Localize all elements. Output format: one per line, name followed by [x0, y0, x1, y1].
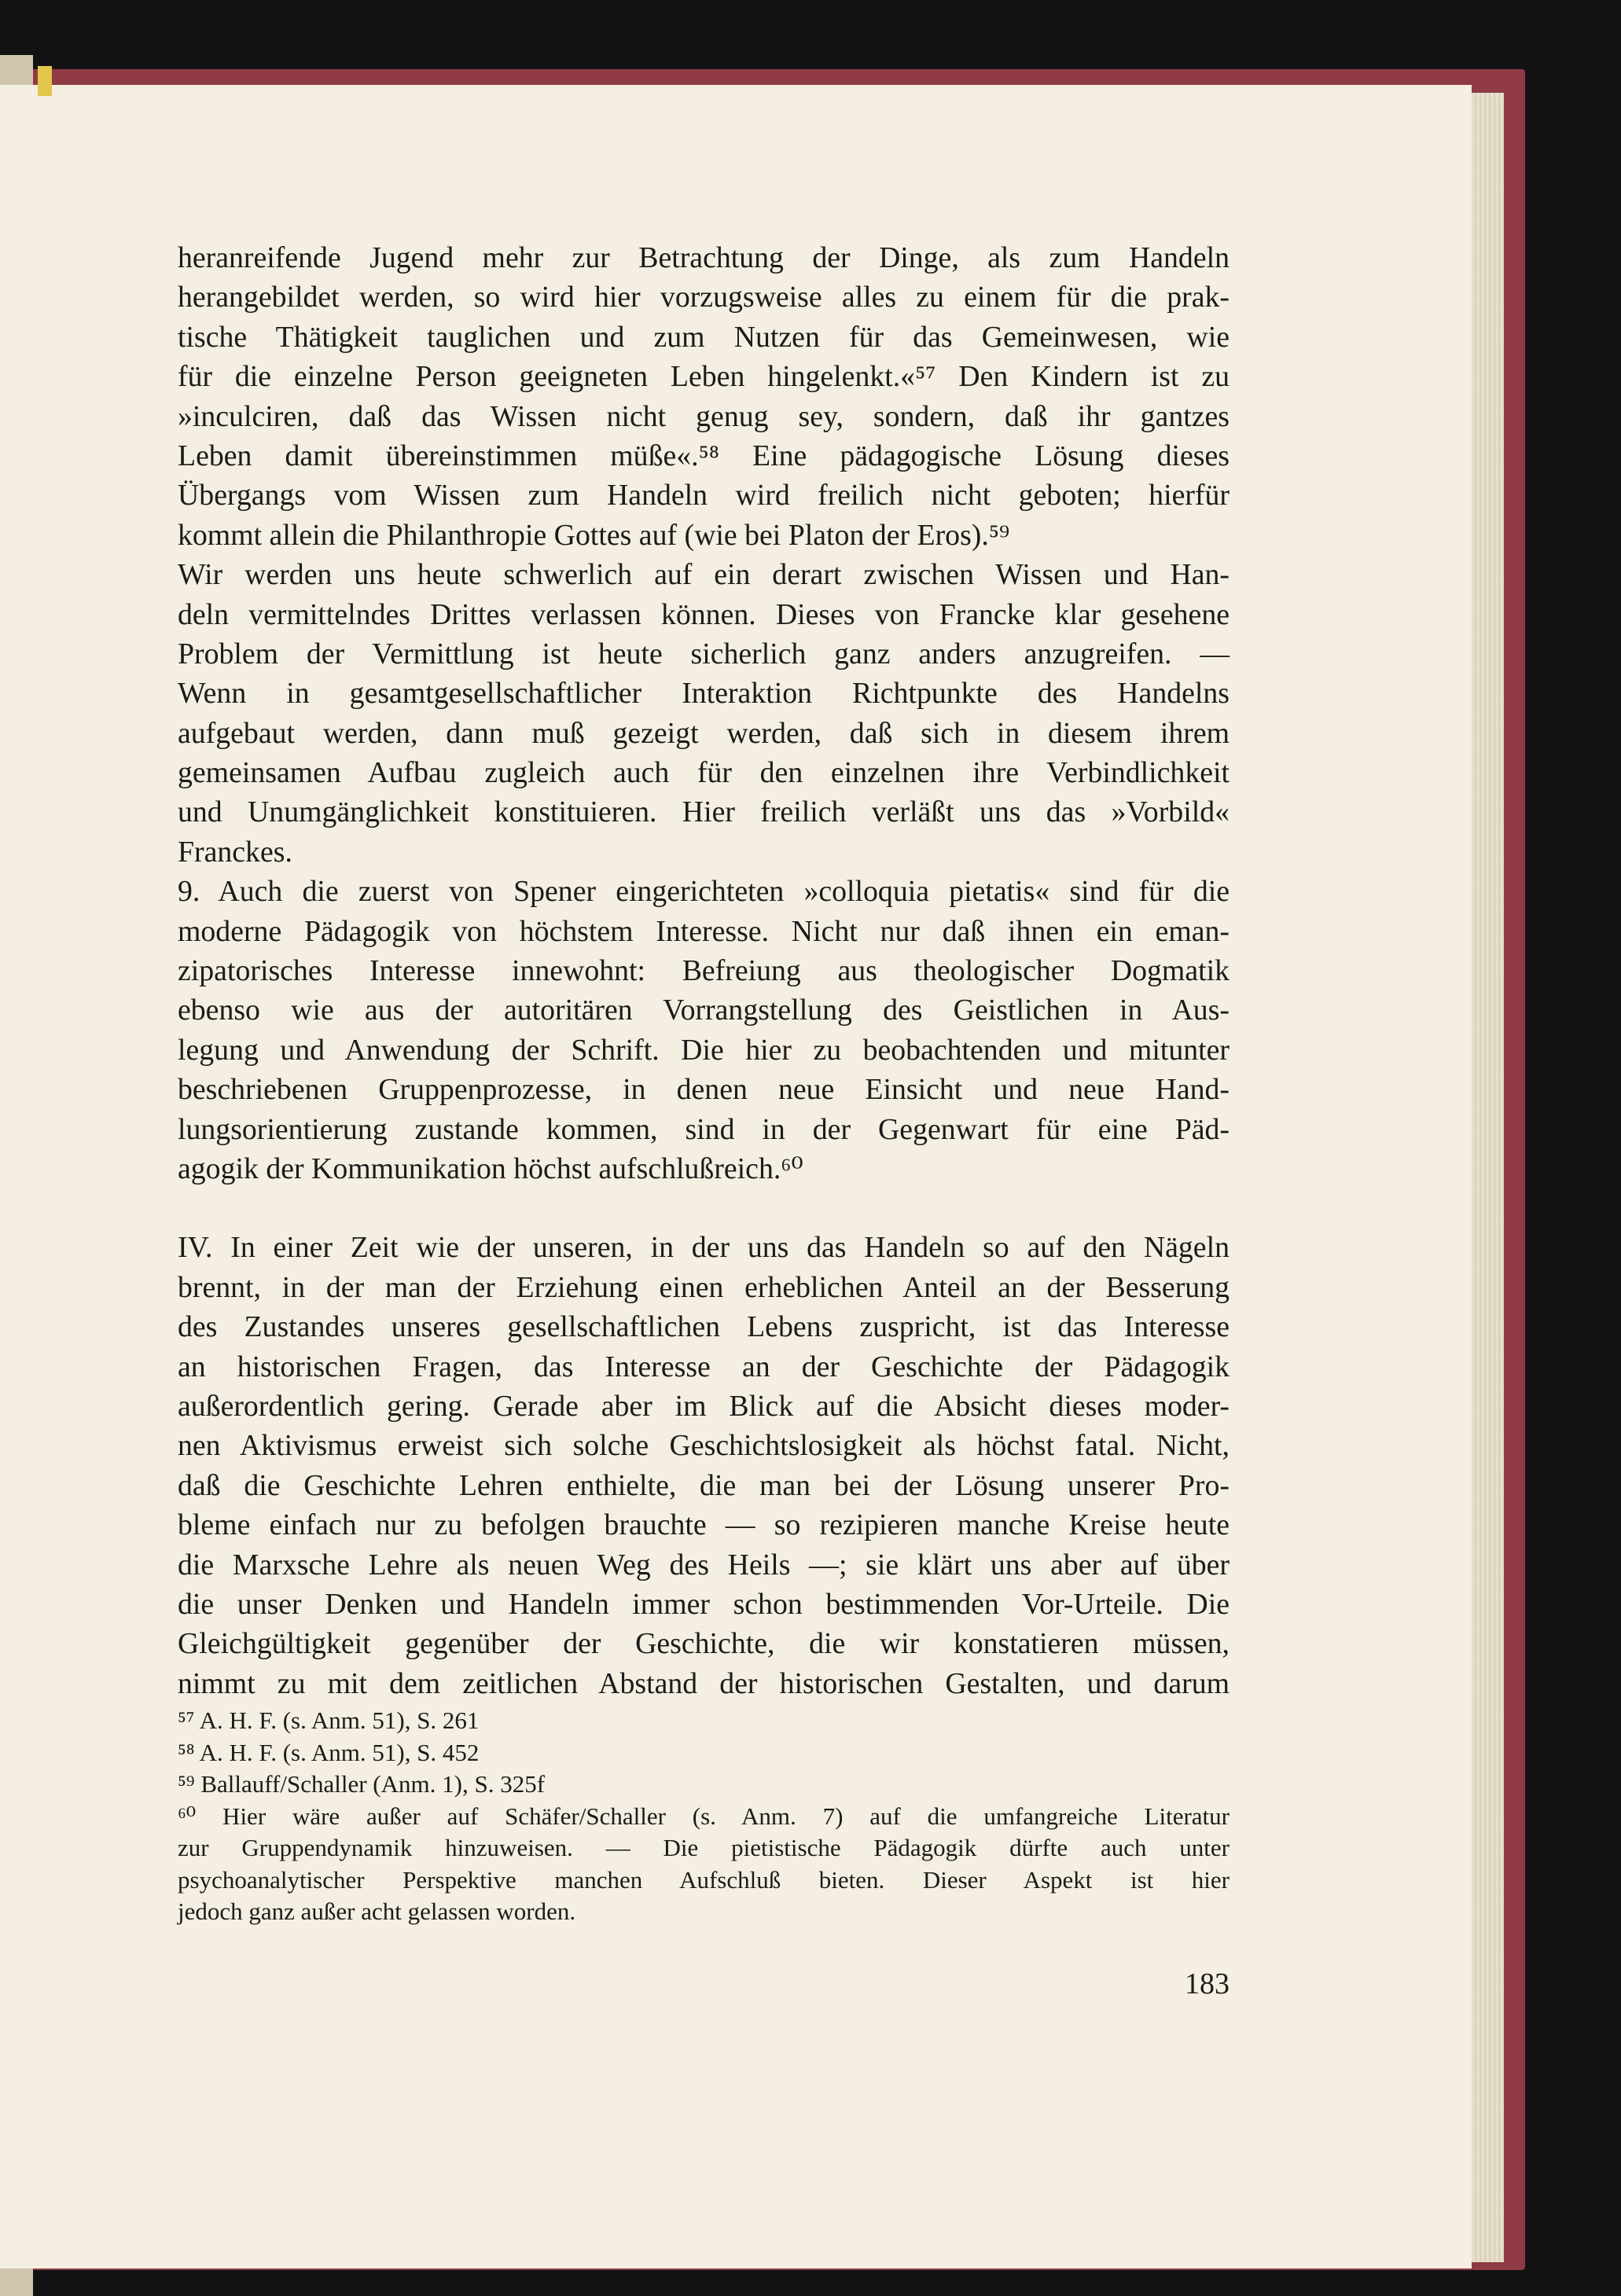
text-line: Wenn in gesamtgesellschaftlicher Interaktion Richtpunkte des Handelns [178, 677, 1230, 711]
text-line: heranreifende Jugend mehr zur Betrachtung der Dinge, als zum Handeln [178, 241, 1230, 274]
text-line: agogik der Kommunikation höchst aufschlußreich.⁶⁰ [178, 1152, 803, 1185]
text-line: des Zustandes unseres gesellschaftlichen Lebens zuspricht, ist das Interesse [178, 1310, 1230, 1344]
text-line: an historischen Fragen, das Interesse an der Geschichte der Pädagogik [178, 1350, 1230, 1383]
text-line: die unser Denken und Handeln immer schon bestimmenden Vor-Urteile. Die [178, 1587, 1230, 1621]
text-line: aufgebaut werden, dann muß gezeigt werden, daß sich in diesem ihrem [178, 716, 1230, 750]
text-line: brennt, in der man der Erziehung einen erheblichen Anteil an der Besserung [178, 1270, 1230, 1304]
footnote-line: ⁵⁷ A. H. F. (s. Anm. 51), S. 261 [178, 1706, 480, 1734]
text-line: Problem der Vermittlung ist heute sicherlich ganz anders anzugreifen. — [178, 637, 1230, 670]
text-line: Übergangs vom Wissen zum Handeln wird freilich nicht geboten; hierfür [178, 479, 1230, 512]
text-line: tische Thätigkeit tauglichen und zum Nutzen für das Gemeinwesen, wie [178, 320, 1230, 354]
text-line: lungsorientierung zustande kommen, sind in der Gegenwart für eine Päd- [178, 1112, 1230, 1146]
text-line: bleme einfach nur zu befolgen brauchte — so rezipieren manche Kreise heute [178, 1508, 1230, 1542]
text-line: nimmt zu mit dem zeitlichen Abstand der historischen Gestalten, und darum [178, 1666, 1230, 1700]
footnote-line: ⁵⁸ A. H. F. (s. Anm. 51), S. 452 [178, 1738, 480, 1766]
text-line: außerordentlich gering. Gerade aber im Blick auf die Absicht dieses moder- [178, 1389, 1230, 1423]
text-line: nen Aktivismus erweist sich solche Geschichtslosigkeit als höchst fatal. Nicht, [178, 1429, 1230, 1463]
footnote-line: ⁶⁰ Hier wäre außer auf Schäfer/Schaller (s. Anm. 7) auf die umfangreiche Literatur [178, 1802, 1230, 1830]
text-line: ebenso wie aus der autoritären Vorrangstellung des Geistlichen in Aus- [178, 994, 1230, 1027]
text-line: für die einzelne Person geeigneten Leben hingelenkt.«⁵⁷ Den Kindern ist zu [178, 360, 1230, 394]
text-line: daß die Geschichte Lehren enthielte, die man bei der Lösung unserer Pro- [178, 1468, 1230, 1502]
text-line: IV. In einer Zeit wie der unseren, in der uns das Handeln so auf den Nägeln [178, 1231, 1230, 1265]
page-number: 183 [1185, 1967, 1230, 2000]
text-line: Gleichgültigkeit gegenüber der Geschichte, die wir konstatieren müssen, [178, 1627, 1230, 1661]
text-line: Leben damit übereinstimmen müße«.⁵⁸ Eine pädagogische Lösung dieses [178, 439, 1230, 472]
text-line: 9. Auch die zuerst von Spener eingerichteten »colloquia pietatis« sind für die [178, 875, 1230, 909]
text-line: deln vermittelndes Drittes verlassen können. Dieses von Francke klar gesehene [178, 597, 1230, 631]
footnote-line: ⁵⁹ Ballauff/Schaller (Anm. 1), S. 325f [178, 1770, 546, 1798]
body-text [178, 238, 1230, 1703]
bookmark-ribbon [38, 66, 52, 96]
text-line: und Unumgänglichkeit konstituieren. Hier freilich verläßt uns das »Vorbild« [178, 795, 1230, 829]
text-line: »inculciren, daß das Wissen nicht genug sey, sondern, daß ihr gantzes [178, 399, 1230, 433]
footnote-line: psychoanalytischer Perspektive manchen Aufschluß bieten. Dieser Aspekt ist hier [178, 1865, 1230, 1894]
text-line: beschriebenen Gruppenprozesse, in denen neue Einsicht und neue Hand- [178, 1073, 1230, 1107]
text-line: gemeinsamen Aufbau zugleich auch für den einzelnen ihre Verbindlichkeit [178, 756, 1230, 790]
text-line: herangebildet werden, so wird hier vorzugsweise alles zu einem für die prak- [178, 281, 1230, 314]
text-line: Wir werden uns heute schwerlich auf ein derart zwischen Wissen und Han- [178, 558, 1230, 592]
text-line: moderne Pädagogik von höchstem Interesse. Nicht nur daß ihnen ein eman- [178, 914, 1230, 948]
footnote-line: zur Gruppendynamik hinzuweisen. — Die pietistische Pädagogik dürfte auch unter [178, 1834, 1230, 1861]
text-line: kommt allein die Philanthropie Gottes auf (wie bei Platon der Eros).⁵⁹ [178, 518, 1010, 552]
text-line: zipatorisches Interesse innewohnt: Befreiung aus theologischer Dogmatik [178, 954, 1230, 988]
footnote-line: jedoch ganz außer acht gelassen worden. [178, 1897, 576, 1925]
text-line: Franckes. [178, 835, 292, 869]
text-line: legung und Anwendung der Schrift. Die hier zu beobachtenden und mitunter [178, 1033, 1230, 1067]
text-line: die Marxsche Lehre als neuen Weg des Heils —; sie klärt uns aber auf über [178, 1548, 1230, 1581]
footnotes [178, 1705, 1230, 1928]
